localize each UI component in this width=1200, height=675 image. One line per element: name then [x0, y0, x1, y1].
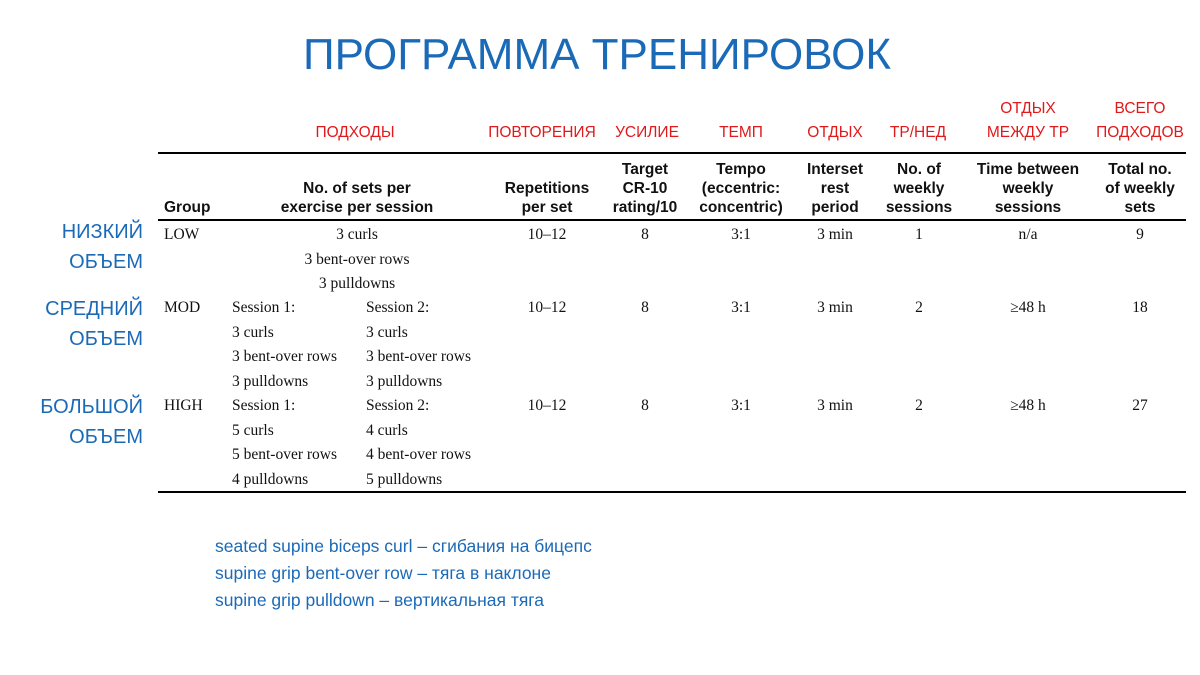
ru-header-total: ВСЕГО ПОДХОДОВ — [1096, 100, 1184, 141]
row-mod-weekly: 2 — [915, 299, 923, 316]
row-low-weekly: 1 — [915, 226, 923, 243]
ru-header-effort: УСИЛИЕ — [615, 124, 679, 141]
note-pulldown: supine grip pulldown – вертикальная тяга — [215, 590, 545, 610]
col-total: Total no. of weekly sets — [1105, 161, 1175, 216]
ru-header-rest: ОТДЫХ — [807, 124, 863, 141]
col-rest: Interset rest period — [807, 161, 863, 216]
row-low-cr10: 8 — [641, 226, 649, 243]
row-mod-rest: 3 min — [817, 299, 853, 316]
col-reps: Repetitions per set — [504, 180, 590, 216]
note-row: supine grip bent-over row – тяга в наклоне — [215, 563, 551, 583]
row-high-weekly: 2 — [915, 397, 923, 414]
row-mod-between: ≥48 h — [1010, 299, 1046, 316]
col-sets: No. of sets per exercise per session — [280, 180, 434, 216]
row-high-rest: 3 min — [817, 397, 853, 414]
row-low-rest: 3 min — [817, 226, 853, 243]
row-low-between: n/a — [1018, 226, 1038, 243]
row-high-tempo: 3:1 — [731, 397, 751, 414]
row-mod-cr10: 8 — [641, 299, 649, 316]
row-high-total: 27 — [1132, 397, 1148, 414]
ru-header-tempo: ТЕМП — [719, 124, 763, 141]
row-low-tempo: 3:1 — [731, 226, 751, 243]
label-high-volume: БОЛЬШОЙ ОБЪЕМ — [40, 396, 143, 448]
note-curl: seated supine biceps curl – сгибания на бицепс — [215, 536, 592, 556]
row-low-total: 9 — [1136, 226, 1144, 243]
col-tempo: Tempo (eccentric: concentric) — [699, 161, 783, 216]
row-high-group: HIGH — [164, 397, 203, 414]
table-header-rule — [158, 219, 1186, 221]
row-mod-session2: Session 2: 3 curls 3 bent-over rows 3 pulldowns — [366, 299, 472, 390]
ru-header-weekly: ТР/НЕД — [889, 124, 947, 141]
row-mod-session1: Session 1: 3 curls 3 bent-over rows 3 pulldowns — [232, 299, 338, 390]
exercise-notes — [215, 533, 592, 614]
ru-header-reps: ПОВТОРЕНИЯ — [488, 124, 596, 141]
col-weekly: No. of weekly sessions — [885, 161, 953, 216]
ru-header-sets: ПОДХОДЫ — [315, 124, 395, 141]
row-mod-group: MOD — [164, 299, 201, 316]
row-mod-total: 18 — [1132, 299, 1148, 316]
row-low-reps: 10–12 — [527, 226, 567, 243]
row-high-session2: Session 2: 4 curls 4 bent-over rows 5 pulldowns — [366, 397, 472, 488]
page-title: ПРОГРАММА ТРЕНИРОВОК — [302, 30, 891, 79]
row-mod-reps: 10–12 — [527, 299, 567, 316]
row-high-between: ≥48 h — [1010, 397, 1046, 414]
ru-header-between: ОТДЫХ МЕЖДУ ТР — [986, 100, 1070, 141]
col-cr10: Target CR-10 rating/10 — [612, 161, 678, 216]
label-mod-volume: СРЕДНИЙ ОБЪЕМ — [45, 298, 143, 350]
row-high-cr10: 8 — [641, 397, 649, 414]
row-low-sets: 3 curls 3 bent-over rows 3 pulldowns — [304, 226, 410, 292]
label-low-volume: НИЗКИЙ ОБЪЕМ — [61, 221, 143, 273]
col-between: Time between weekly sessions — [976, 161, 1080, 216]
table-top-rule — [158, 152, 1186, 154]
row-low-group: LOW — [164, 226, 200, 243]
row-high-session1: Session 1: 5 curls 5 bent-over rows 4 pulldowns — [232, 397, 338, 488]
row-mod-tempo: 3:1 — [731, 299, 751, 316]
row-high-reps: 10–12 — [527, 397, 567, 414]
col-group: Group — [164, 199, 211, 216]
